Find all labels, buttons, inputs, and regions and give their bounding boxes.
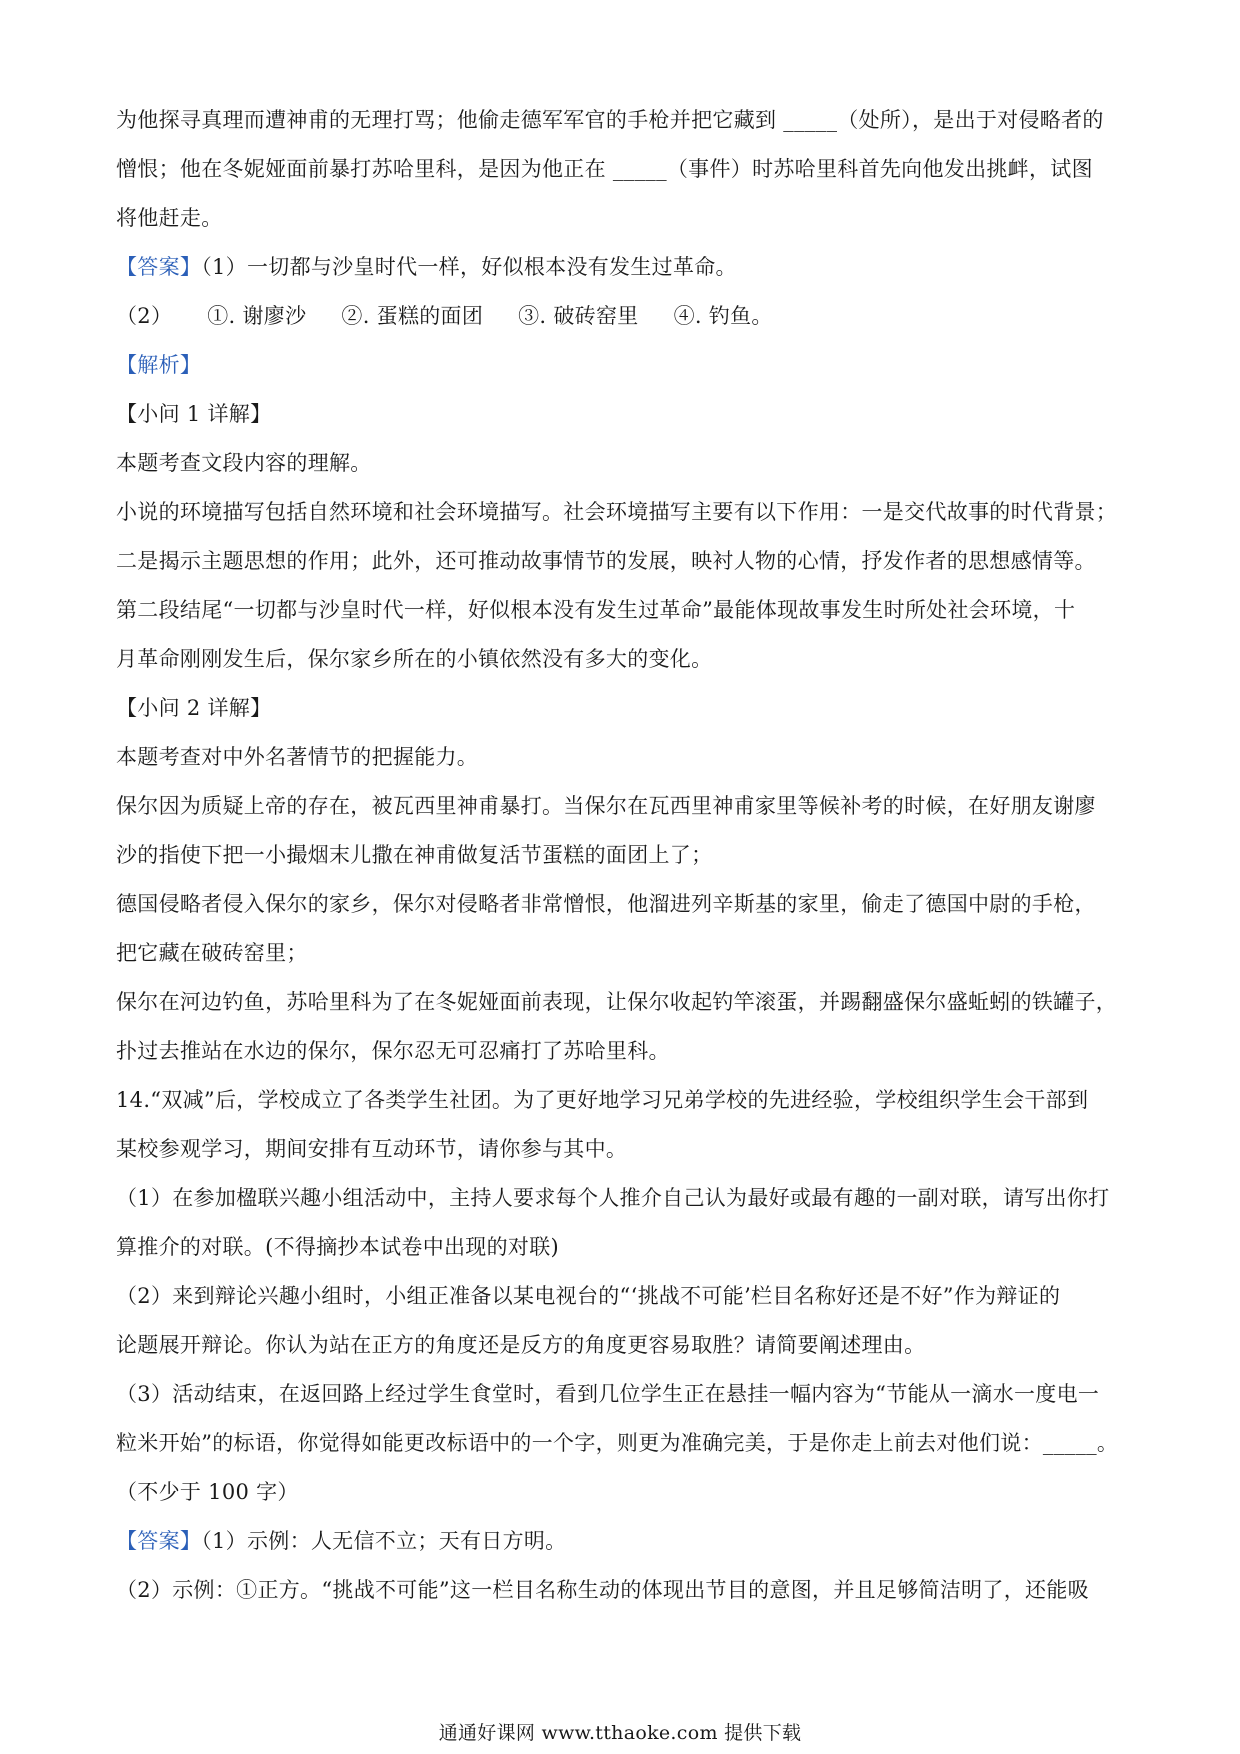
- question-line: 14.“双减”后，学校成立了各类学生社团。为了更好地学习兄弟学校的先进经验，学校组织学生会干部到: [116, 1088, 1089, 1112]
- answer-tag: 【答案】: [116, 255, 202, 279]
- answer-prefix: （2）: [116, 304, 173, 328]
- text-line: 沙的指使下把一小撮烟末儿撒在神甫做复活节蛋糕的面团上了；: [116, 843, 713, 867]
- text-line: 月革命刚刚发生后，保尔家乡所在的小镇依然没有多大的变化。: [116, 647, 713, 671]
- text-line: 扑过去推站在水边的保尔，保尔忍无可忍痛打了苏哈里科。: [116, 1039, 670, 1063]
- answer-tag: 【答案】: [116, 1529, 202, 1553]
- document-page: [116, 96, 1134, 1615]
- question-line: （1）在参加楹联兴趣小组活动中，主持人要求每个人推介自己认为最好或最有趣的一副对联，请写出你打: [116, 1186, 1110, 1210]
- text-line: 为他探寻真理而遭神甫的无理打骂；他偷走德军军官的手枪并把它藏到 _____（处所），是出于对侵略者的: [116, 108, 1104, 132]
- text-line: 把它藏在破砖窑里；: [116, 941, 308, 965]
- text-line: 小说的环境描写包括自然环境和社会环境描写。社会环境描写主要有以下作用：一是交代故事的时代背景；: [116, 500, 1118, 524]
- question-line: 论题展开辩论。你认为站在正方的角度还是反方的角度更容易取胜？请简要阐述理由。: [116, 1333, 926, 1357]
- text-line: 【小问 1 详解】: [116, 402, 272, 426]
- question-line: 粒米开始”的标语，你觉得如能更改标语中的一个字，则更为准确完美，于是你走上前去对他们说：_____。: [116, 1431, 1119, 1455]
- question-line: 算推介的对联。(不得摘抄本试卷中出现的对联): [116, 1235, 559, 1259]
- text-line: 【小问 2 详解】: [116, 696, 272, 720]
- question-line: 某校参观学习，期间安排有互动环节，请你参与其中。: [116, 1137, 628, 1161]
- text-line: 憎恨；他在冬妮娅面前暴打苏哈里科，是因为他正在 _____（事件）时苏哈里科首先向他发出挑衅，试图: [116, 157, 1093, 181]
- page-footer: 通通好课网 www.tthaoke.com 提供下载: [438, 1722, 802, 1744]
- answer-option: ③. 破砖窑里: [518, 304, 639, 328]
- text-line: 二是揭示主题思想的作用；此外，还可推动故事情节的发展，映衬人物的心情，抒发作者的思想感情等。: [116, 549, 1096, 573]
- answer-option: ②. 蛋糕的面团: [341, 304, 484, 328]
- question-line: （3）活动结束，在返回路上经过学生食堂时，看到几位学生正在悬挂一幅内容为“节能从一滴水一度电一: [116, 1382, 1100, 1406]
- text-line: 本题考查文段内容的理解。: [116, 451, 372, 475]
- text-line: 将他赶走。: [116, 206, 223, 230]
- text-line: （2）示例：①正方。“挑战不可能”这一栏目名称生动的体现出节目的意图，并且足够简洁明了，还能吸: [116, 1578, 1089, 1602]
- answer-option: ①. 谢廖沙: [207, 304, 307, 328]
- text-line: 德国侵略者侵入保尔的家乡，保尔对侵略者非常憎恨，他溜进列辛斯基的家里，偷走了德国中尉的手枪，: [116, 892, 1096, 916]
- answer-line: [116, 243, 1134, 292]
- text-line: 保尔因为质疑上帝的存在，被瓦西里神甫暴打。当保尔在瓦西里神甫家里等候补考的时候，在好朋友谢廖: [116, 794, 1096, 818]
- answer-options-line: [116, 292, 1134, 341]
- answer-text: （1）示例：人无信不立；天有日方明。: [201, 1529, 567, 1553]
- question-line: （2）来到辩论兴趣小组时，小组正准备以某电视台的“‘挑战不可能’栏目名称好还是不好”作为辩证的: [116, 1284, 1061, 1308]
- answer-line: [116, 1517, 1134, 1566]
- answer-option: ④. 钓鱼。: [673, 304, 773, 328]
- text-line: 本题考查对中外名著情节的把握能力。: [116, 745, 479, 769]
- question-line: （不少于 100 字）: [116, 1480, 299, 1504]
- answer-text: （1）一切都与沙皇时代一样，好似根本没有发生过革命。: [201, 255, 737, 279]
- text-line: 保尔在河边钓鱼，苏哈里科为了在冬妮娅面前表现，让保尔收起钓竿滚蛋，并踢翻盛保尔盛蚯蚓的铁罐子，: [116, 990, 1118, 1014]
- text-line: 第二段结尾“一切都与沙皇时代一样，好似根本没有发生过革命”最能体现故事发生时所处社会环境，十: [116, 598, 1076, 622]
- analysis-tag: 【解析】: [116, 353, 202, 377]
